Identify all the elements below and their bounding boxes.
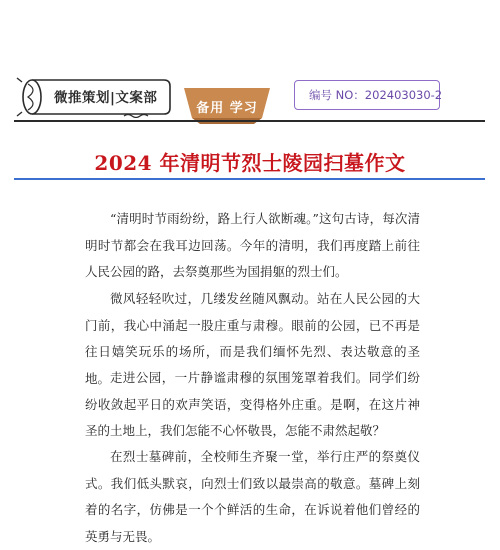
department-scroll-banner (14, 74, 174, 118)
header-divider (14, 120, 485, 122)
paragraph-2: 微风轻轻吹过，几缕发丝随风飘动。站在人民公园的大门前，我心中涌起一股庄重与肃穆。眼前的公园，已不再是往日嬉笑玩乐的场所，而是我们缅怀先烈、表达敬意的圣地。 (85, 291, 420, 386)
paragraph-4: 在烈士墓碑前，全校师生齐聚一堂，举行庄严的祭奠仪式。我们低头默哀，向烈士们致以最崇高的敬意。墓碑上刻着的名字，仿佛是一个个鲜活的生命，在诉说着他们曾经的英勇与无畏。 (85, 449, 420, 544)
paragraph-1: “清明时节雨纷纷，路上行人欲断魂。”这句古诗，每次清明时节都会在我耳边回荡。今年的清明，我们再度踏上前往人民公园的路，去祭奠那些为国捐躯的烈士们。 (85, 211, 420, 279)
paragraph-3: 走进公园，一片静谧肃穆的氛围笼罩着我们。同学们纷纷收敛起平日的欢声笑语，变得格外庄重。是啊，在这片神圣的土地上，我们怎能不心怀敬畏，怎能不肃然起敬？ (85, 370, 420, 438)
serial-number-box (294, 80, 443, 110)
article-title: 2024 年清明节烈士陵园扫墓作文 (94, 151, 406, 175)
department-label: 微推策划|文案部 (54, 90, 158, 106)
serial-number: 编号 NO：202403030-2 (309, 88, 443, 102)
title-underline (14, 178, 485, 180)
badge-label: 备用 学习 (196, 101, 258, 116)
